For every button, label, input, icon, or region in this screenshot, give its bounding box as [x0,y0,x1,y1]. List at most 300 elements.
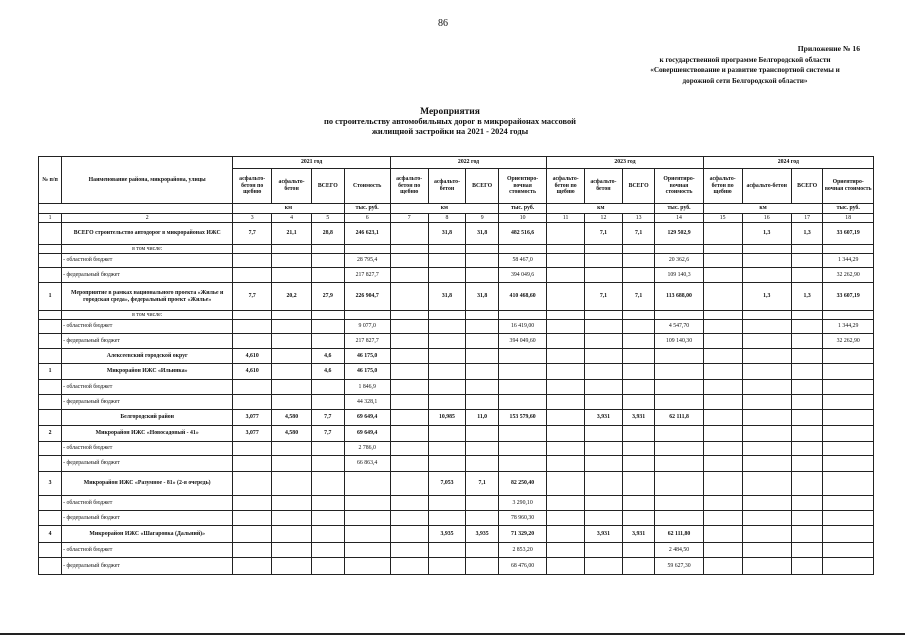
cell-value [703,442,742,456]
column-number: 15 [703,214,742,223]
cell-value: 7,7 [312,410,345,426]
cell-value [585,245,623,254]
cell-value [622,472,655,496]
cell-value [272,395,312,410]
cell-value [622,268,655,283]
cell-value [312,320,345,334]
column-number: 18 [823,214,874,223]
row-name: Белгородский район [62,410,233,426]
cell-value [428,245,466,254]
cell-value [390,558,428,575]
cell-value [585,380,623,395]
row-number [39,268,62,283]
cell-value [547,456,585,472]
cell-value [498,364,546,380]
cell-value [344,558,390,575]
cell-value [585,268,623,283]
cell-value [312,334,345,349]
cell-value: 2 786,0 [344,442,390,456]
cell-value: 3,931 [622,410,655,426]
column-number: 16 [742,214,791,223]
cell-value [742,558,791,575]
cell-value [272,456,312,472]
cell-value [703,223,742,245]
cell-value [466,245,499,254]
cell-value: 7,1 [622,223,655,245]
cell-value: 1,3 [742,283,791,311]
cell-value: 32 262,90 [823,268,874,283]
cell-value [390,511,428,526]
unit-rub: тыс. руб. [655,204,703,214]
col-header: Ориентиро-вочная стоимость [498,169,546,204]
cell-value [791,526,823,543]
cell-value [312,311,345,320]
cell-value [428,511,466,526]
cell-value [428,380,466,395]
cell-value [312,245,345,254]
cell-value [655,245,703,254]
year-2023-header: 2023 год [547,157,703,169]
cell-value: 31,8 [466,223,499,245]
cell-value: 4,580 [272,410,312,426]
cell-value [390,456,428,472]
cell-value [742,334,791,349]
cell-value: 7,053 [428,472,466,496]
cell-value: 3,931 [585,526,623,543]
cell-value: 32 262,90 [823,334,874,349]
cell-value: 33 607,19 [823,223,874,245]
row-name: в том числе: [62,311,233,320]
cell-value: 21,1 [272,223,312,245]
column-number: 12 [585,214,623,223]
cell-value [390,442,428,456]
cell-value: 11,0 [466,410,499,426]
cell-value [312,472,345,496]
cell-value: 3,077 [233,426,272,442]
cell-value [466,311,499,320]
cell-value [791,496,823,511]
col-header: асфальто-бетон [428,169,466,204]
cell-value: 226 904,7 [344,283,390,311]
cell-value [823,311,874,320]
cell-value [312,254,345,268]
document-title [250,107,650,137]
cell-value [585,426,623,442]
cell-value [622,496,655,511]
unit-km: км [233,204,344,214]
cell-value [622,380,655,395]
cell-value [703,245,742,254]
cell-value [312,380,345,395]
cell-value: 9 077,0 [344,320,390,334]
cell-value [547,410,585,426]
cell-value: 109 140,30 [655,334,703,349]
row-number [39,223,62,245]
row-name: - областной бюджет [62,543,233,558]
cell-value [547,496,585,511]
cell-value [742,543,791,558]
cell-value [703,526,742,543]
table-row [39,245,874,254]
cell-value [791,334,823,349]
cell-value [742,349,791,364]
title-line-2: по строительству автомобильных дорог в микрорайонах массовой [324,117,576,126]
cell-value [233,268,272,283]
row-number: 1 [39,364,62,380]
cell-value [428,334,466,349]
cell-value [233,456,272,472]
table-row [39,364,874,380]
cell-value [428,543,466,558]
cell-value: 78 960,30 [498,511,546,526]
cell-value [272,320,312,334]
row-number [39,456,62,472]
cell-value [585,442,623,456]
cell-value [547,349,585,364]
row-number [39,380,62,395]
row-number: 3 [39,472,62,496]
cell-value [742,410,791,426]
cell-value [823,543,874,558]
cell-value [823,511,874,526]
cell-value: 4,6 [312,349,345,364]
cell-value [703,395,742,410]
cell-value [703,320,742,334]
column-number: 5 [312,214,345,223]
cell-value [622,456,655,472]
col-name-header: Наименование района, микрорайона, улицы [62,157,233,204]
cell-value: 16 419,00 [498,320,546,334]
cell-value [233,442,272,456]
cell-value [823,245,874,254]
cell-value [312,558,345,575]
cell-value [791,395,823,410]
row-name: Микрорайон ИЖС «Разумное - 81» (2-я очередь) [62,472,233,496]
cell-value [703,511,742,526]
col-header: асфальто-бетон по щебню [390,169,428,204]
cell-value [498,380,546,395]
table-row [39,426,874,442]
cell-value [272,334,312,349]
cell-value [742,254,791,268]
cell-value [233,334,272,349]
cell-value [585,456,623,472]
cell-value: 3,931 [622,526,655,543]
cell-value [823,364,874,380]
cell-value [742,496,791,511]
cell-value [791,320,823,334]
row-name: - областной бюджет [62,320,233,334]
cell-value [622,311,655,320]
table-row [39,472,874,496]
cell-value: 3,077 [233,410,272,426]
cell-value [791,456,823,472]
cell-value: 7,1 [466,472,499,496]
row-number: 2 [39,426,62,442]
cell-value [390,526,428,543]
table-row [39,511,874,526]
cell-value [655,395,703,410]
cell-value [498,245,546,254]
cell-value [742,268,791,283]
cell-value [344,245,390,254]
cell-value [428,395,466,410]
cell-value [703,349,742,364]
cell-value [791,349,823,364]
cell-value [742,511,791,526]
cell-value: 4,610 [233,364,272,380]
row-number [39,334,62,349]
col-header: Стоимость [344,169,390,204]
cell-value: 7,1 [585,283,623,311]
cell-value: 59 627,30 [655,558,703,575]
table-row [39,334,874,349]
cell-value [428,442,466,456]
cell-value [312,442,345,456]
cell-value [547,311,585,320]
unit-km: км [547,204,655,214]
table-row [39,442,874,456]
appendix-note [600,44,890,86]
cell-value [466,426,499,442]
cell-value [466,334,499,349]
cell-value [233,395,272,410]
col-header: ВСЕГО [622,169,655,204]
bottom-rule [0,633,905,635]
cell-value [272,543,312,558]
cell-value [742,426,791,442]
cell-value [622,426,655,442]
cell-value [344,472,390,496]
cell-value [655,511,703,526]
cell-value [585,543,623,558]
cell-value [655,426,703,442]
col-header: Ориентиро-вочная стоимость [655,169,703,204]
row-name: Микрорайон ИЖС «Ильинка» [62,364,233,380]
cell-value [791,254,823,268]
cell-value: 28 795,4 [344,254,390,268]
cell-value [622,511,655,526]
table-row [39,254,874,268]
row-number [39,410,62,426]
cell-value [791,268,823,283]
title-line-3: жилищной застройки на 2021 - 2024 годы [371,127,529,136]
row-number [39,245,62,254]
cell-value [428,320,466,334]
cell-value [791,364,823,380]
cell-value: 7,1 [585,223,623,245]
column-number: 14 [655,214,703,223]
appendix-line-2: к государственной программе Белгородской области [659,55,831,64]
cell-value [791,426,823,442]
cell-value: 1 344,29 [823,320,874,334]
cell-value [585,320,623,334]
cell-value [312,268,345,283]
cell-value [466,254,499,268]
cell-value [703,456,742,472]
cell-value [428,268,466,283]
cell-value [791,410,823,426]
row-number [39,395,62,410]
unit-rub: тыс. руб. [823,204,874,214]
col-header: асфальто-бетон [272,169,312,204]
cell-value [585,364,623,380]
cell-value [466,511,499,526]
cell-value [428,426,466,442]
cell-value [703,311,742,320]
cell-value [823,558,874,575]
cell-value [428,558,466,575]
row-number [39,254,62,268]
cell-value [466,268,499,283]
cell-value: 20,2 [272,283,312,311]
cell-value: 1 344,29 [823,254,874,268]
cell-value [498,426,546,442]
cell-value [791,472,823,496]
cell-value: 82 250,40 [498,472,546,496]
cell-value: 1,3 [791,223,823,245]
cell-value [344,511,390,526]
cell-value [622,334,655,349]
cell-value: 394 049,60 [498,334,546,349]
cell-value [585,334,623,349]
cell-value [233,558,272,575]
table-row [39,526,874,543]
cell-value: 58 467,0 [498,254,546,268]
cell-value [344,311,390,320]
column-number: 8 [428,214,466,223]
cell-value [703,283,742,311]
cell-value [547,543,585,558]
cell-value: 394 049,6 [498,268,546,283]
cell-value [585,558,623,575]
cell-value [823,410,874,426]
cell-value: 246 623,1 [344,223,390,245]
cell-value [390,311,428,320]
cell-value [547,254,585,268]
cell-value [622,558,655,575]
cell-value [742,442,791,456]
appendix-line-3: «Совершенствование и развитие транспортной системы и [650,66,840,74]
cell-value: 3 290,10 [498,496,546,511]
cell-value [703,426,742,442]
cell-value [390,268,428,283]
cell-value [742,395,791,410]
cell-value [233,380,272,395]
column-number: 13 [622,214,655,223]
cell-value [622,245,655,254]
cell-value [466,395,499,410]
table-row [39,496,874,511]
cell-value: 68 476,00 [498,558,546,575]
cell-value: 66 863,4 [344,456,390,472]
column-number: 11 [547,214,585,223]
cell-value [823,456,874,472]
row-number [39,311,62,320]
cell-value: 69 649,4 [344,410,390,426]
row-number [39,543,62,558]
cell-value [233,496,272,511]
cell-value: 20 362,6 [655,254,703,268]
cell-value [823,426,874,442]
cell-value: 69 649,4 [344,426,390,442]
table-row [39,558,874,575]
cell-value [655,442,703,456]
cell-value [498,395,546,410]
cell-value: 31,8 [428,223,466,245]
table-row [39,268,874,283]
row-name: - федеральный бюджет [62,268,233,283]
cell-value [428,456,466,472]
cell-value [791,380,823,395]
row-name: - областной бюджет [62,254,233,268]
roads-table [38,156,874,575]
table-row [39,543,874,558]
appendix-line-1: Приложение № 16 [797,44,860,53]
cell-value [547,268,585,283]
row-number [39,558,62,575]
cell-value [390,364,428,380]
cell-value [585,496,623,511]
cell-value [390,349,428,364]
year-2022-header: 2022 год [390,157,546,169]
cell-value [428,349,466,364]
cell-value [466,320,499,334]
title-line-1: Мероприятия [420,107,480,117]
cell-value [233,254,272,268]
cell-value [390,334,428,349]
cell-value [344,543,390,558]
cell-value [390,254,428,268]
cell-value: 7,1 [622,283,655,311]
cell-value [703,364,742,380]
cell-value [655,311,703,320]
cell-value [585,511,623,526]
cell-value [547,395,585,410]
cell-value: 7,7 [233,283,272,311]
cell-value [547,334,585,349]
cell-value [233,472,272,496]
cell-value [823,349,874,364]
cell-value [428,311,466,320]
cell-value [272,496,312,511]
col-header: асфальто-бетон по щебню [703,169,742,204]
cell-value [547,472,585,496]
row-name: - федеральный бюджет [62,558,233,575]
table-row [39,380,874,395]
cell-value [390,426,428,442]
cell-value [233,311,272,320]
cell-value: 4,6 [312,364,345,380]
column-number: 2 [62,214,233,223]
cell-value [390,245,428,254]
cell-value [823,526,874,543]
table-row [39,223,874,245]
cell-value [466,349,499,364]
cell-value [272,526,312,543]
cell-value [547,526,585,543]
row-name: - федеральный бюджет [62,456,233,472]
cell-value [791,558,823,575]
cell-value [742,472,791,496]
cell-value [791,442,823,456]
page-number: 86 [438,18,448,29]
cell-value [233,511,272,526]
cell-value [428,496,466,511]
table-row [39,311,874,320]
cell-value: 28,8 [312,223,345,245]
cell-value: 129 502,9 [655,223,703,245]
